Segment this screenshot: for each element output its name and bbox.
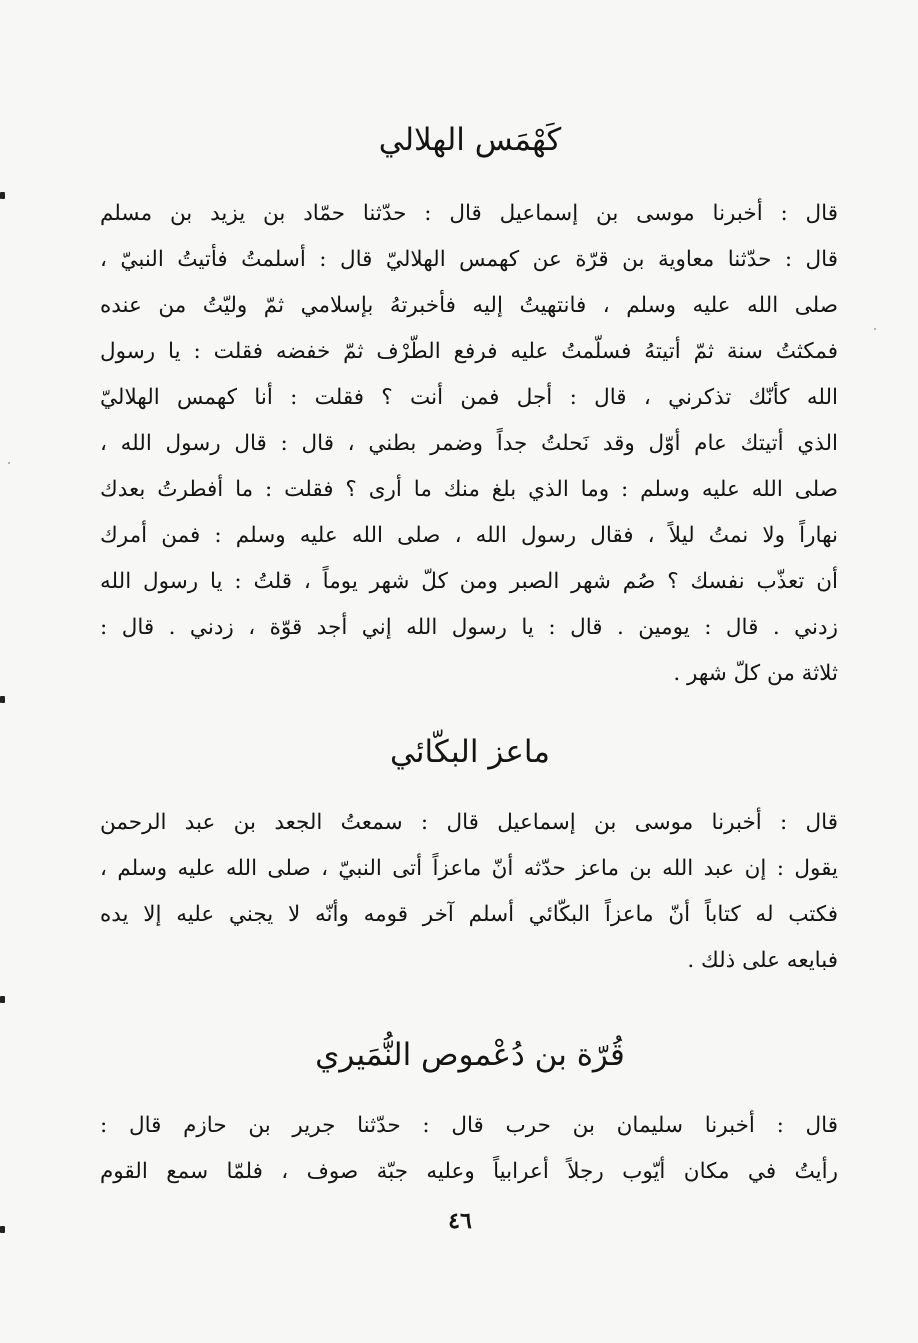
text-line: فبايعه على ذلك . <box>687 948 838 973</box>
text-line: قال : أخبرنا موسى بن إسماعيل قال : حدّثنا حمّاد بن يزيد بن مسلم <box>100 201 838 226</box>
section-body-qurra <box>100 1103 838 1195</box>
page-number: ٤٦ <box>448 1208 472 1234</box>
text-line: الذي أتيتك عام أوّل وقد نَحلتُ جداً وضمر بطني ، قال : قال رسول الله ، <box>100 431 838 456</box>
text-line: الله كأنّك تذكرني ، قال : أجل فمن أنت ؟ فقلت : أنا كهمس الهلاليّ <box>100 385 838 410</box>
section-heading-maiz: ماعز البكّائي <box>390 734 550 770</box>
section-heading-qurra: قُرّة بن دُعْموص النُّمَيري <box>315 1037 625 1073</box>
scan-edge-mark <box>0 192 5 199</box>
text-line: فمكثتُ سنة ثمّ أتيتهُ فسلّمتُ عليه فرفع الطّرْف ثمّ خفضه فقلت : يا رسول <box>100 339 838 364</box>
section-body-maiz <box>100 800 838 984</box>
text-line: زدني . قال : يومين . قال : يا رسول الله إني أجد قوّة ، زدني . قال : <box>100 615 838 640</box>
text-line: قال : أخبرنا موسى بن إسماعيل قال : سمعتُ الجعد بن عبد الرحمن <box>100 810 838 835</box>
scan-edge-mark <box>0 696 5 703</box>
text-line: صلى الله عليه وسلم ، فانتهيتُ إليه فأخبرتهُ بإسلامي ثمّ وليّتُ من عنده <box>100 293 838 318</box>
text-line: قال : حدّثنا معاوية بن قرّة عن كهمس الهلاليّ قال : أسلمتُ فأتيتُ النبيّ ، <box>100 247 838 272</box>
scan-speck <box>8 462 10 464</box>
scan-edge-mark <box>0 996 5 1003</box>
text-line: ثلاثة من كلّ شهر . <box>673 661 838 686</box>
text-line: نهاراً ولا نمتُ ليلاً ، فقال رسول الله ، صلى الله عليه وسلم : فمن أمرك <box>100 523 838 548</box>
section-heading-kahmas: كَهْمَس الهلالي <box>378 122 562 158</box>
text-line: أن تعذّب نفسك ؟ صُم شهر الصبر ومن كلّ شهر يوماً ، قلتُ : يا رسول الله <box>100 569 838 594</box>
section-body-kahmas <box>100 191 838 697</box>
scan-speck <box>874 328 876 330</box>
text-line: رأيتُ في مكان أيّوب رجلاً أعرابياً وعليه جبّة صوف ، فلمّا سمع القوم <box>100 1159 838 1184</box>
text-line: صلى الله عليه وسلم : وما الذي بلغ منك ما أرى ؟ فقلت : ما أفطرتُ بعدك <box>100 477 838 502</box>
scan-edge-mark <box>0 1226 5 1233</box>
text-line: فكتب له كتاباً أنّ ماعزاً البكّائي أسلم آخر قومه وأنّه لا يجني عليه إلا يده <box>100 902 838 927</box>
text-line: يقول : إن عبد الله بن ماعز حدّثه أنّ ماعزاً أتى النبيّ ، صلى الله عليه وسلم ، <box>100 856 838 881</box>
text-line: قال : أخبرنا سليمان بن حرب قال : حدّثنا جرير بن حازم قال : <box>100 1113 838 1138</box>
